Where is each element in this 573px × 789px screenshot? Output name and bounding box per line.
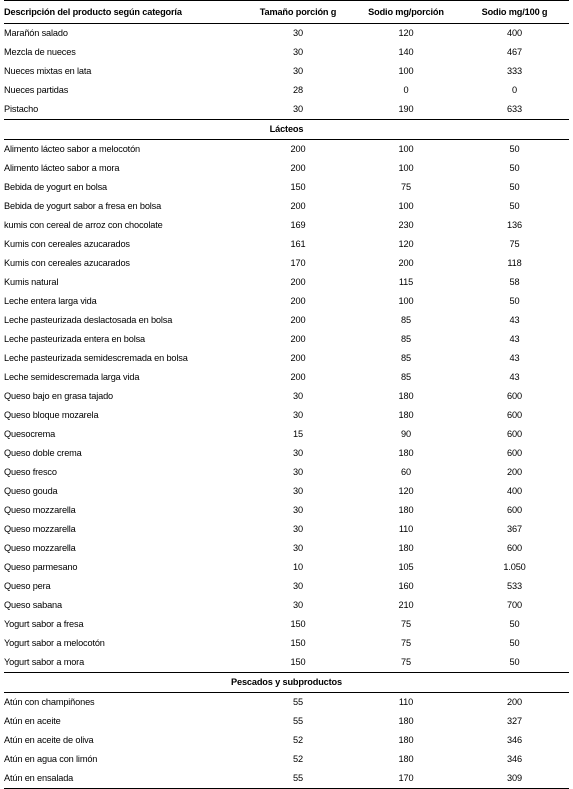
cell-portion-size: 200 [290,353,306,363]
cell-sodium-per-portion: 85 [401,315,411,325]
cell-description: Alimento lácteo sabor a mora [4,163,120,173]
cell-sodium-per-portion: 160 [398,581,414,591]
table-row [4,235,569,254]
cell-sodium-per-portion: 75 [401,657,411,667]
table-row [4,596,569,615]
table-row [4,330,569,349]
cell-sodium-per-100g: 600 [507,448,522,458]
header-portion-size: Tamaño porción g [244,1,352,24]
header-sodium-per-portion: Sodio mg/porción [352,1,460,24]
cell-sodium-per-portion: 60 [401,467,411,477]
cell-description: Marañón salado [4,28,68,38]
cell-description: Yogurt sabor a mora [4,657,85,667]
cell-description: Leche pasteurizada semidescremada en bolsa [4,353,188,363]
cell-portion-size: 28 [293,85,303,95]
cell-sodium-per-portion: 180 [398,716,414,726]
cell-description: Queso bloque mozarela [4,410,99,420]
cell-sodium-per-100g: 700 [507,600,522,610]
cell-sodium-per-portion: 100 [398,144,414,154]
table-row [4,615,569,634]
cell-portion-size: 150 [290,619,306,629]
table-row [4,43,569,62]
cell-sodium-per-portion: 90 [401,429,411,439]
cell-portion-size: 52 [293,754,303,764]
table-row [4,731,569,750]
cell-sodium-per-portion: 180 [398,543,414,553]
cell-portion-size: 15 [293,429,303,439]
cell-sodium-per-portion: 190 [398,104,414,114]
cell-portion-size: 30 [293,47,303,57]
cell-portion-size: 170 [290,258,306,268]
cell-sodium-per-portion: 110 [398,524,414,534]
cell-portion-size: 30 [293,524,303,534]
cell-portion-size: 30 [293,104,303,114]
table-row [4,577,569,596]
cell-sodium-per-100g: 50 [509,619,520,629]
cell-description: Atún en agua con limón [4,754,98,764]
cell-portion-size: 30 [293,581,303,591]
section-label: Pescados y subproductos [4,673,569,693]
cell-sodium-per-100g: 43 [509,353,520,363]
cell-sodium-per-100g: 43 [509,334,520,344]
cell-description: Leche entera larga vida [4,296,97,306]
table-row [4,311,569,330]
cell-sodium-per-portion: 75 [401,638,411,648]
cell-portion-size: 10 [293,562,303,572]
table-row [4,62,569,81]
cell-sodium-per-portion: 140 [398,47,414,57]
cell-portion-size: 200 [290,201,306,211]
cell-sodium-per-100g: 43 [509,372,520,382]
cell-sodium-per-100g: 43 [509,315,520,325]
cell-portion-size: 200 [290,334,306,344]
cell-portion-size: 55 [293,697,303,707]
sodium-table [4,0,569,789]
table-row [4,425,569,444]
cell-portion-size: 150 [290,657,306,667]
cell-description: Leche semidescremada larga vida [4,372,140,382]
section-header-row [4,673,569,693]
cell-description: kumis con cereal de arroz con chocolate [4,220,163,230]
cell-sodium-per-100g: 333 [507,66,522,76]
cell-portion-size: 200 [290,144,306,154]
table-row [4,712,569,731]
cell-sodium-per-100g: 367 [507,524,522,534]
cell-sodium-per-portion: 230 [398,220,414,230]
cell-description: Queso gouda [4,486,58,496]
cell-sodium-per-portion: 100 [398,296,414,306]
table-row [4,387,569,406]
table-row [4,482,569,501]
cell-sodium-per-100g: 50 [509,296,520,306]
table-row [4,406,569,425]
table-row [4,444,569,463]
cell-sodium-per-portion: 200 [398,258,414,268]
cell-description: Queso pera [4,581,51,591]
cell-portion-size: 30 [293,28,303,38]
table-row [4,100,569,120]
cell-portion-size: 150 [290,638,306,648]
cell-sodium-per-portion: 120 [398,239,414,249]
cell-description: Kumis natural [4,277,59,287]
section-header-row [4,120,569,140]
cell-portion-size: 30 [293,410,303,420]
cell-description: Queso doble crema [4,448,82,458]
cell-sodium-per-100g: 200 [507,467,522,477]
cell-description: Atún con champiñones [4,697,95,707]
table-row [4,197,569,216]
cell-sodium-per-portion: 105 [398,562,414,572]
cell-description: Atún en aceite [4,716,61,726]
cell-description: Queso mozzarella [4,505,76,515]
cell-description: Queso sabana [4,600,62,610]
cell-sodium-per-100g: 309 [460,769,569,789]
table-row [4,634,569,653]
cell-sodium-per-portion: 100 [398,66,414,76]
table-row [4,216,569,235]
cell-portion-size: 200 [290,277,306,287]
cell-portion-size: 30 [293,505,303,515]
table-row [4,254,569,273]
cell-description: Bebida de yogurt sabor a fresa en bolsa [4,201,162,211]
cell-portion-size: 30 [293,448,303,458]
cell-sodium-per-portion: 180 [398,391,414,401]
cell-sodium-per-100g: 346 [507,754,522,764]
table-row [4,769,569,789]
cell-portion-size: 200 [290,296,306,306]
cell-sodium-per-portion: 110 [398,697,414,707]
cell-sodium-per-100g: 600 [507,391,522,401]
cell-portion-size: 150 [290,182,306,192]
table-row [4,693,569,713]
cell-sodium-per-100g: 467 [507,47,522,57]
cell-description: Pistacho [4,104,39,114]
cell-sodium-per-portion: 115 [398,277,414,287]
cell-sodium-per-portion: 85 [401,334,411,344]
cell-description: Alimento lácteo sabor a melocotón [4,144,141,154]
cell-sodium-per-100g: 58 [509,277,520,287]
cell-sodium-per-portion: 100 [398,201,414,211]
table-header [4,1,569,24]
table-row [4,539,569,558]
table-row [4,178,569,197]
cell-portion-size: 55 [244,769,352,789]
table-body [4,24,569,789]
cell-sodium-per-100g: 346 [507,735,522,745]
cell-sodium-per-100g: 50 [509,638,520,648]
cell-sodium-per-100g: 327 [507,716,522,726]
cell-description: Atún en aceite de oliva [4,735,94,745]
cell-portion-size: 200 [290,372,306,382]
cell-sodium-per-portion: 180 [398,754,414,764]
cell-description: Kumis con cereales azucarados [4,239,130,249]
cell-description: Nueces partidas [4,85,69,95]
cell-description: Leche pasteurizada entera en bolsa [4,334,145,344]
cell-portion-size: 52 [293,735,303,745]
cell-description: Queso fresco [4,467,57,477]
header-row [4,1,569,24]
cell-sodium-per-portion: 100 [398,163,414,173]
cell-description: Yogurt sabor a melocotón [4,638,105,648]
table-row [4,501,569,520]
cell-portion-size: 169 [290,220,306,230]
table-row [4,653,569,673]
table-row [4,520,569,539]
cell-sodium-per-100g: 50 [509,182,520,192]
cell-sodium-per-portion: 120 [398,486,414,496]
cell-description: Queso mozzarella [4,543,76,553]
cell-portion-size: 30 [293,391,303,401]
cell-sodium-per-portion: 120 [398,28,414,38]
cell-portion-size: 30 [293,486,303,496]
cell-description: Yogurt sabor a fresa [4,619,84,629]
cell-description: Leche pasteurizada deslactosada en bolsa [4,315,173,325]
cell-portion-size: 55 [293,716,303,726]
cell-description: Nueces mixtas en lata [4,66,92,76]
cell-sodium-per-100g: 600 [507,429,522,439]
cell-sodium-per-portion: 180 [398,448,414,458]
cell-description: Kumis con cereales azucarados [4,258,130,268]
cell-portion-size: 30 [293,467,303,477]
header-description: Descripción del producto según categoría [4,1,244,24]
cell-sodium-per-100g: 118 [507,258,522,268]
cell-portion-size: 30 [293,543,303,553]
cell-sodium-per-portion: 210 [398,600,414,610]
cell-portion-size: 200 [290,315,306,325]
table-row [4,349,569,368]
cell-sodium-per-100g: 0 [512,85,517,95]
header-sodium-per-100g: Sodio mg/100 g [460,1,569,24]
cell-description: Atún en ensalada [4,769,244,789]
cell-sodium-per-portion: 75 [401,619,411,629]
cell-sodium-per-100g: 50 [509,163,520,173]
table-row [4,140,569,160]
cell-sodium-per-100g: 136 [507,220,522,230]
cell-sodium-per-portion: 75 [401,182,411,192]
cell-sodium-per-portion: 170 [352,769,460,789]
table-row [4,292,569,311]
table-row [4,368,569,387]
table-row [4,750,569,769]
cell-sodium-per-100g: 50 [509,657,520,667]
cell-portion-size: 200 [290,163,306,173]
cell-sodium-per-100g: 600 [507,543,522,553]
table-row [4,558,569,577]
cell-sodium-per-100g: 600 [507,410,522,420]
cell-sodium-per-portion: 180 [398,735,414,745]
cell-sodium-per-100g: 633 [507,104,522,114]
cell-sodium-per-100g: 400 [507,486,522,496]
table-row [4,24,569,44]
cell-sodium-per-100g: 1.050 [503,562,526,572]
section-label: Lácteos [4,120,569,140]
cell-sodium-per-portion: 85 [401,372,411,382]
cell-sodium-per-100g: 50 [509,144,520,154]
table-row [4,273,569,292]
cell-sodium-per-100g: 50 [509,201,520,211]
cell-description: Quesocrema [4,429,56,439]
cell-description: Queso mozzarella [4,524,76,534]
cell-sodium-per-portion: 180 [398,505,414,515]
cell-portion-size: 161 [290,239,306,249]
cell-description: Queso parmesano [4,562,78,572]
cell-sodium-per-100g: 400 [507,28,522,38]
table-row [4,463,569,482]
cell-description: Queso bajo en grasa tajado [4,391,113,401]
cell-sodium-per-portion: 180 [398,410,414,420]
cell-sodium-per-100g: 533 [507,581,522,591]
table-row [4,81,569,100]
cell-sodium-per-100g: 600 [507,505,522,515]
cell-description: Mezcla de nueces [4,47,76,57]
cell-sodium-per-100g: 75 [509,239,520,249]
cell-sodium-per-100g: 200 [507,697,522,707]
table-row [4,159,569,178]
cell-sodium-per-portion: 0 [403,85,409,95]
cell-portion-size: 30 [293,66,303,76]
cell-portion-size: 30 [293,600,303,610]
cell-description: Bebida de yogurt en bolsa [4,182,108,192]
cell-sodium-per-portion: 85 [401,353,411,363]
